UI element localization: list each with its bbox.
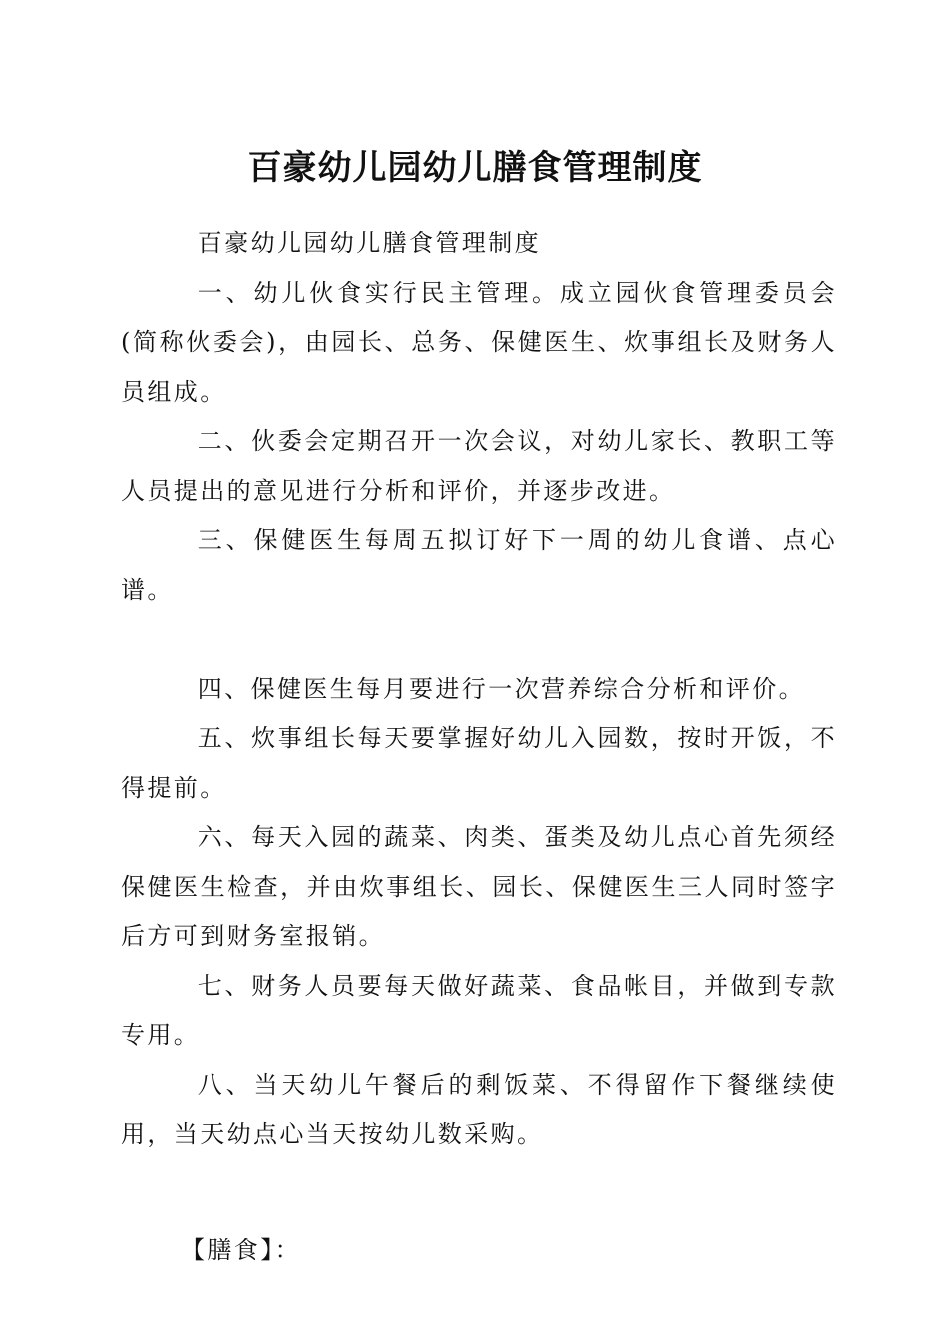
paragraph-3: 三、保健医生每周五拟订好下一周的幼儿食谱、点心谱。 <box>121 526 837 604</box>
paragraph-5: 五、炊事组长每天要掌握好幼儿入园数，按时开饭，不得提前。 <box>121 724 837 802</box>
section-gap <box>121 1160 837 1226</box>
paragraph-7: 七、财务人员要每天做好蔬菜、食品帐目，并做到专款专用。 <box>121 971 837 1049</box>
document-body <box>121 219 837 1275</box>
document-subtitle: 百豪幼儿园幼儿膳食管理制度 <box>197 229 541 257</box>
document-title: 百豪幼儿园幼儿膳食管理制度 <box>247 148 703 188</box>
paragraph-2: 二、伙委会定期召开一次会议，对幼儿家长、教职工等人员提出的意见进行分析和评价，并逐步改进。 <box>121 427 837 505</box>
paragraph-1: 一、幼儿伙食实行民主管理。成立园伙食管理委员会(简称伙委会)，由园长、总务、保健医生、炊事组长及财务人员组成。 <box>121 278 837 406</box>
section-label-diet: 【膳食】： <box>181 1235 301 1264</box>
paragraph-8: 八、当天幼儿午餐后的剩饭菜、不得留作下餐继续使用，当天幼点心当天按幼儿数采购。 <box>121 1070 837 1148</box>
paragraph-gap <box>121 615 837 665</box>
paragraph-4: 四、保健医生每月要进行一次营养综合分析和评价。 <box>197 674 805 703</box>
paragraph-6: 六、每天入园的蔬菜、肉类、蛋类及幼儿点心首先须经保健医生检查，并由炊事组长、园长、保健医生三人同时签字后方可到财务室报销。 <box>121 823 837 950</box>
